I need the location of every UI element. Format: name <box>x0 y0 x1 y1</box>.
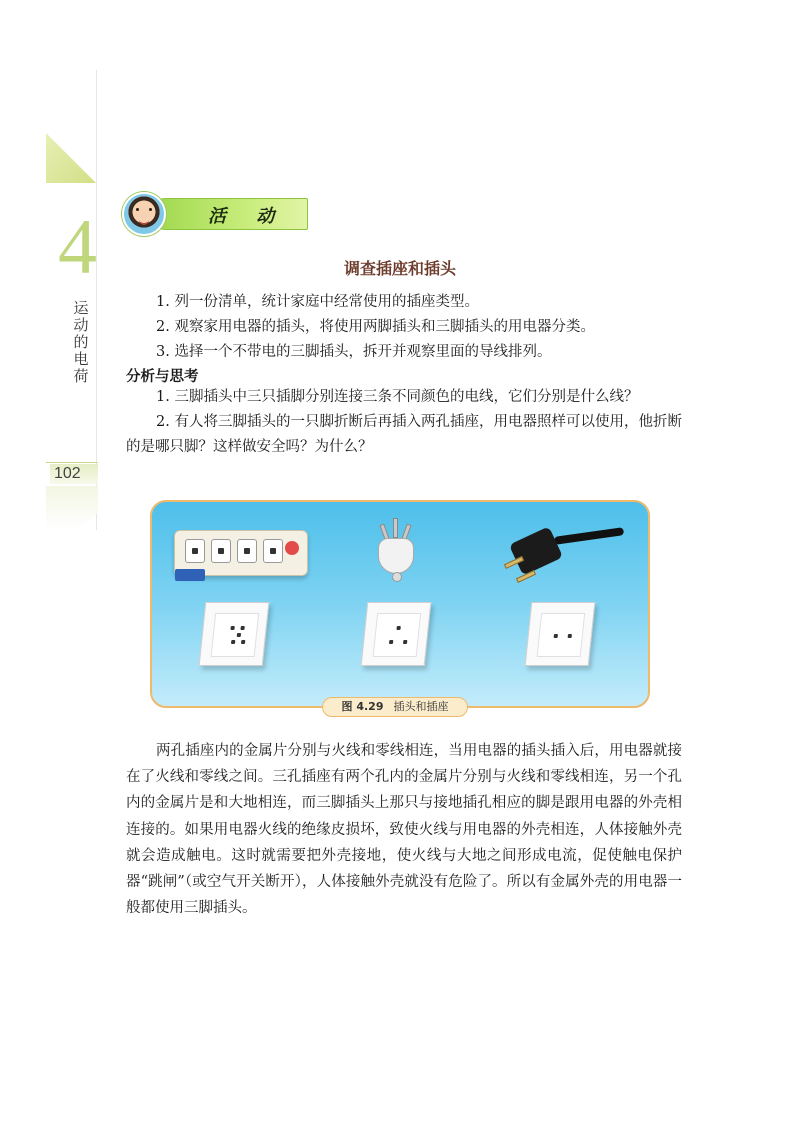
question-list <box>126 385 682 460</box>
question-item: 2. 有人将三脚插头的一只脚折断后再插入两孔插座，用电器照样可以使用，他折断的是哪只脚？这样做安全吗？为什么？ <box>126 414 682 455</box>
margin-rule <box>96 70 97 530</box>
page-number-rule <box>46 462 98 463</box>
corner-triangle-decoration <box>46 133 96 183</box>
body-paragraph: 两孔插座内的金属片分别与火线和零线相连，当用电器的插头插入后，用电器就接在了火线和零线之间。三孔插座有两个孔内的金属片分别与火线和零线相连，另一个孔内的金属片是和大地相连，而三脚插头上那只与接地插孔相应的脚是跟用电器的外壳相连接的。如果用电器火线的绝缘皮损坏，致使火线与用电器的外壳相连，人体接触外壳就会造成触电。这时就需要把外壳接地，使火线与大地之间形成电流，促使触电保护器“跳闸”（或空气开关断开），人体接触外壳就没有危险了。所以有金属外壳的用电器一般都使用三脚插头。 <box>126 743 682 917</box>
three-pin-plug-image <box>374 522 418 582</box>
chapter-title-char: 动 <box>73 316 89 334</box>
chapter-title-char: 荷 <box>73 367 89 385</box>
chapter-title-char: 运 <box>73 299 89 317</box>
activity-title: 调查插座和插头 <box>343 259 456 278</box>
three-hole-socket-image <box>361 602 432 666</box>
list-item: 3. 选择一个不带电的三脚插头，拆开并观察里面的导线排列。 <box>156 344 552 360</box>
chapter-title <box>72 300 90 385</box>
page-number: 102 <box>50 464 98 484</box>
figure-caption <box>322 697 468 717</box>
banner-label: 活 动 <box>208 206 287 227</box>
two-hole-socket-image <box>525 602 596 666</box>
chapter-title-char: 电 <box>73 350 89 368</box>
page-tab-decoration <box>46 486 98 530</box>
two-pin-plug-image <box>504 516 624 586</box>
activity-banner <box>120 198 308 234</box>
child-avatar-icon <box>122 192 166 236</box>
figure-plugs-and-sockets <box>150 500 650 708</box>
figure-caption-text: 插头和插座 <box>393 700 449 713</box>
analysis-heading: 分析与思考 <box>126 369 199 385</box>
list-item: 1. 列一份清单，统计家庭中经常使用的插座类型。 <box>156 294 479 310</box>
five-hole-socket-image <box>199 602 270 666</box>
question-item: 1. 三脚插头中三只插脚分别连接三条不同颜色的电线，它们分别是什么线？ <box>156 389 639 405</box>
chapter-number: 4 <box>58 203 97 290</box>
list-item: 2. 观察家用电器的插头，将使用两脚插头和三脚插头的用电器分类。 <box>156 319 595 335</box>
figure-number: 图 4.29 <box>341 700 384 713</box>
activity-list <box>126 290 686 365</box>
chapter-title-char: 的 <box>73 333 89 351</box>
power-strip-image <box>174 530 308 576</box>
